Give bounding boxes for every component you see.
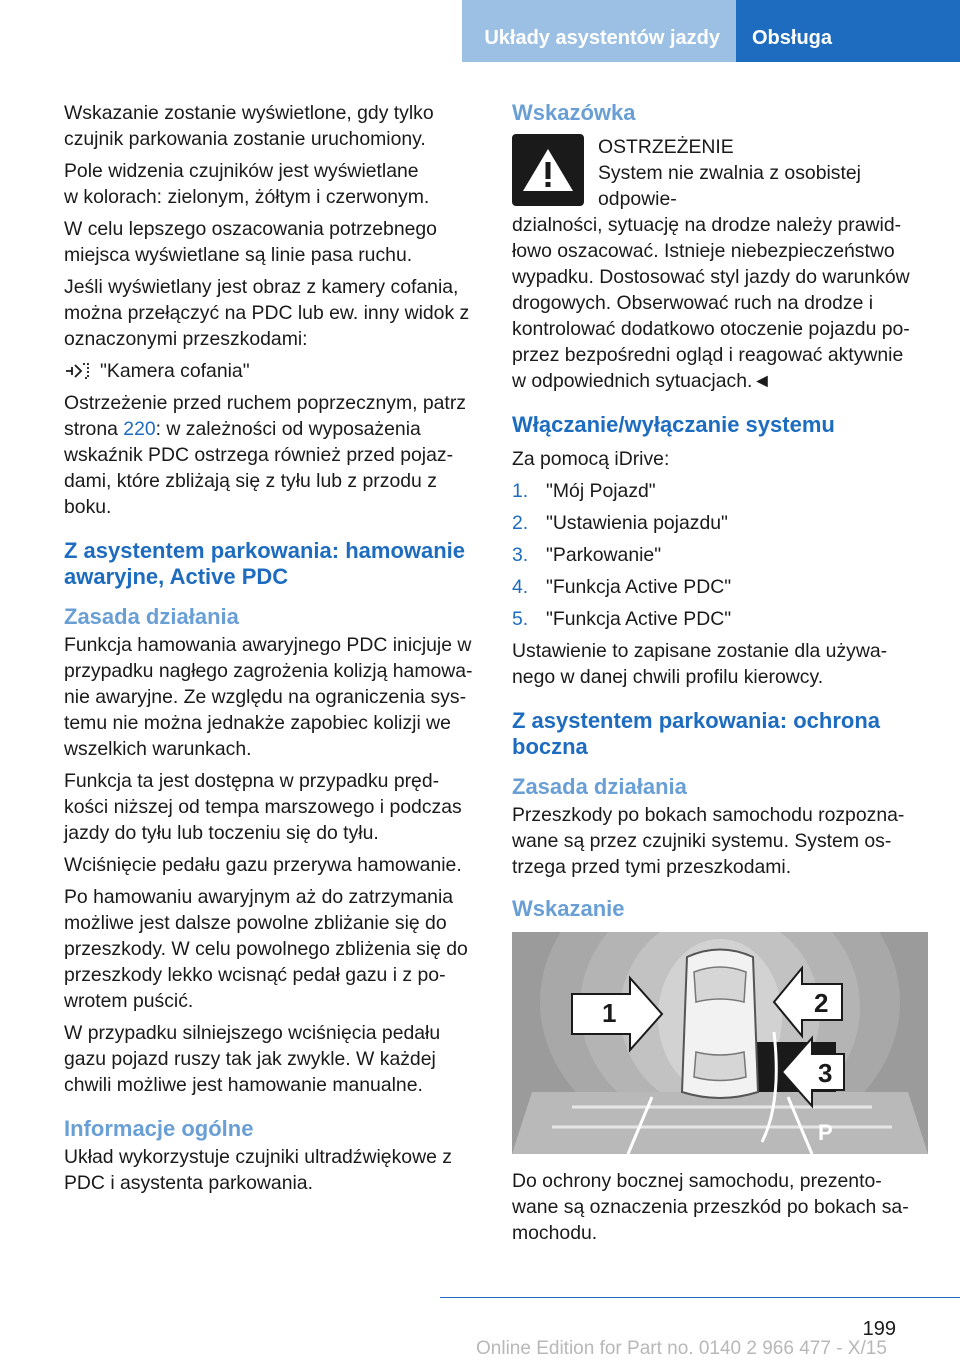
paragraph: Przeszkody po bokach samochodu rozpozna- wane są przez czujniki systemu. System os- trzega przed tymi przeszkodami. — [512, 804, 905, 878]
paragraph: Wciśnięcie pedału gazu przerywa hamowanie. — [64, 854, 462, 876]
list-item — [512, 510, 932, 536]
step-text: "Mój Pojazd" — [546, 480, 656, 502]
parking-display-illustration — [512, 932, 928, 1154]
warning-box — [512, 134, 932, 212]
step-number: 5. — [512, 608, 529, 630]
section-heading: Włączanie/wyłączanie systemu — [512, 412, 835, 437]
list-item — [512, 478, 932, 504]
step-number: 2. — [512, 512, 529, 534]
callout-3-label: 3 — [818, 1058, 833, 1088]
step-text: "Parkowanie" — [546, 544, 662, 566]
callout-2-label: 2 — [814, 988, 829, 1018]
tip-heading: Wskazówka — [512, 100, 636, 125]
page-header — [462, 0, 960, 62]
step-text: "Funkcja Active PDC" — [546, 608, 732, 630]
step-number: 1. — [512, 480, 529, 502]
warning-triangle-icon — [512, 134, 584, 206]
section-heading: Z asystentem parkowania: ochrona boczna — [512, 708, 880, 759]
step-text: "Funkcja Active PDC" — [546, 576, 732, 598]
warning-text-continued: dzialności, sytuację na drodze należy prawid- łowo oszacować. Istnieje niebezpieczeństwo wypadku. Dostosować styl jazdy do warunków drogowych. Obserwować ruch na drodze i kontrolować dodatkowo otoczenie pojazdu po- przez bezpośredni ogląd i reagować aktywnie w odpowiednich sytuacjach.◄ — [512, 214, 910, 392]
list-item — [512, 606, 932, 632]
paragraph-text: : w zależności od wyposażenia wskaźnik PDC ostrzega również przed pojaz- dami, które zbliżają się z tyłu lub z przodu z boku. — [64, 418, 454, 518]
camera-option-label: "Kamera cofania" — [100, 360, 250, 382]
left-column — [64, 100, 484, 1202]
step-text: "Ustawienia pojazdu" — [546, 512, 728, 534]
paragraph: Po hamowaniu awaryjnym aż do zatrzymania możliwe jest dalsze powolne zbliżanie się do przeszkody. W celu powolnego zbliżenia się do przeszkody lekko wcisnąć pedał gazu i z po- wrotem puścić. — [64, 886, 468, 1012]
side-protection-figure — [512, 932, 928, 1154]
subsection-heading: Zasada działania — [64, 604, 239, 629]
steps-list — [512, 478, 932, 632]
subsection-heading: Wskazanie — [512, 896, 625, 921]
page-link[interactable]: 220 — [123, 418, 156, 440]
warning-title: OSTRZEŻENIE — [598, 136, 734, 158]
list-item — [512, 574, 932, 600]
subsection-heading: Informacje ogólne — [64, 1116, 254, 1141]
paragraph: Układ wykorzystuje czujniki ultradźwiękowe z PDC i asystenta parkowania. — [64, 1146, 452, 1194]
paragraph: Funkcja hamowania awaryjnego PDC inicjuje w przypadku nagłego zagrożenia kolizją hamowa- nie awaryjne. Ze względu na ograniczenia sys- temu nie można jednakże zapobiec kolizji we wszelkich warunkach. — [64, 634, 473, 760]
right-column — [512, 100, 932, 1252]
list-item — [512, 542, 932, 568]
subsection-heading: Zasada działania — [512, 774, 687, 799]
parking-mark-label: P — [818, 1120, 833, 1145]
camera-option — [64, 358, 484, 384]
paragraph-text: Ostrzeżenie przed ruchem poprzecznym, patrz strona — [64, 392, 466, 440]
header-section-title: Układy asystentów jazdy — [462, 0, 736, 62]
page-number: 199 — [862, 1318, 896, 1340]
callout-1-label: 1 — [602, 998, 617, 1028]
header-current-chapter: Obsługa — [736, 0, 960, 62]
paragraph: W przypadku silniejszego wciśnięcia pedału gazu pojazd ruszy tak jak zwykle. W każdej chwili możliwe jest hamowanie manualne. — [64, 1022, 441, 1096]
step-number: 3. — [512, 544, 529, 566]
paragraph: Wskazanie zostanie wyświetlone, gdy tylko czujnik parkowania zostanie uruchomiony. — [64, 102, 434, 150]
rear-camera-icon — [64, 361, 90, 381]
footer-rule — [440, 1297, 960, 1298]
edition-footer: Online Edition for Part no. 0140 2 966 477 - X/15 — [476, 1338, 887, 1359]
paragraph: Za pomocą iDrive: — [512, 448, 670, 470]
paragraph: Pole widzenia czujników jest wyświetlane w kolorach: zielonym, żółtym i czerwonym. — [64, 160, 430, 208]
paragraph — [64, 390, 484, 520]
step-number: 4. — [512, 576, 529, 598]
paragraph: Ustawienie to zapisane zostanie dla używa- nego w danej chwili profilu kierowcy. — [512, 640, 888, 688]
car-icon — [682, 950, 758, 1099]
paragraph: Jeśli wyświetlany jest obraz z kamery cofania, można przełączyć na PDC lub ew. inny widok z oznaczonymi przeszkodami: — [64, 276, 470, 350]
section-heading: Z asystentem parkowania: hamowanie awaryjne, Active PDC — [64, 538, 466, 589]
paragraph: Do ochrony bocznej samochodu, prezento- wane są oznaczenia przeszkód po bokach sa- mochodu. — [512, 1170, 909, 1244]
paragraph: W celu lepszego oszacowania potrzebnego miejsca wyświetlane są linie pasa ruchu. — [64, 218, 437, 266]
warning-text: System nie zwalnia z osobistej odpowie- — [598, 162, 861, 210]
paragraph: Funkcja ta jest dostępna w przypadku pręd- kości niższej od tempa marszowego i podczas jazdy do tyłu lub toczeniu się do tyłu. — [64, 770, 462, 844]
